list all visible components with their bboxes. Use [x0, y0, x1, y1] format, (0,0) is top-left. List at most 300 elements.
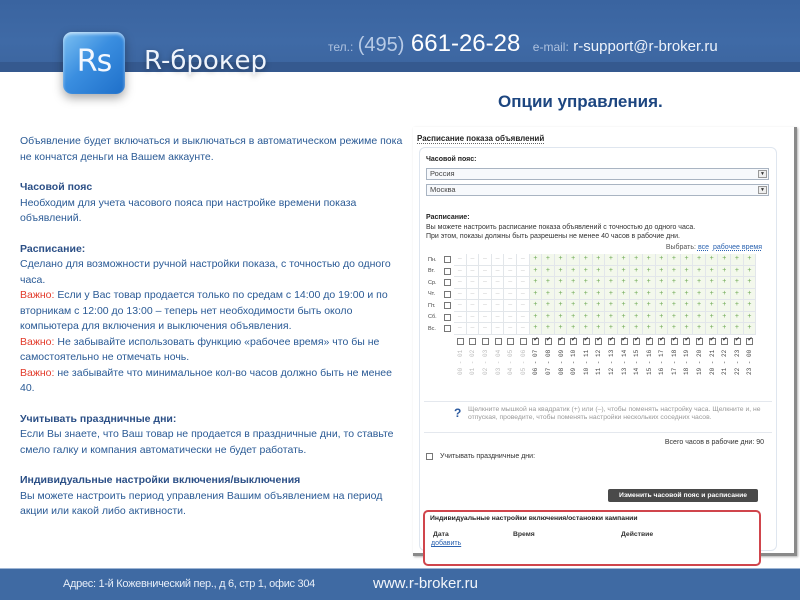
schedule-cell[interactable]: + — [731, 312, 744, 324]
individual-section — [20, 473, 405, 520]
day-row — [428, 277, 756, 289]
schedule-cell[interactable]: + — [656, 312, 669, 324]
schedule-cell[interactable]: – — [504, 289, 517, 301]
schedule-cell[interactable]: + — [643, 323, 656, 335]
hour-checkbox[interactable] — [469, 338, 476, 345]
schedule-cell[interactable]: + — [542, 323, 555, 335]
schedule-cell[interactable]: + — [718, 323, 731, 335]
schedule-cell[interactable]: – — [467, 312, 480, 324]
day-label: Вт. — [428, 268, 435, 275]
schedule-cell[interactable]: – — [479, 289, 492, 301]
schedule-cell[interactable]: – — [504, 300, 517, 312]
hour-label: 12 - 13 — [607, 349, 615, 375]
day-row — [428, 323, 756, 335]
schedule-cell[interactable]: + — [681, 289, 694, 301]
day-checkbox[interactable] — [444, 256, 451, 263]
day-checkbox[interactable] — [444, 314, 451, 321]
hour-label: 09 - 10 — [570, 349, 578, 375]
schedule-cell[interactable]: – — [467, 277, 480, 289]
schedule-cell[interactable]: + — [706, 300, 719, 312]
schedule-cell[interactable]: + — [605, 289, 618, 301]
schedule-cell[interactable]: + — [656, 289, 669, 301]
schedule-cell[interactable]: + — [643, 312, 656, 324]
schedule-cell[interactable]: – — [454, 323, 467, 335]
schedule-cell[interactable]: + — [567, 312, 580, 324]
schedule-cell[interactable]: + — [630, 300, 643, 312]
schedule-section — [20, 242, 405, 397]
logo-icon: Rs — [63, 32, 125, 94]
hour-column — [693, 338, 706, 375]
schedule-cell[interactable]: + — [605, 277, 618, 289]
holiday-label: Учитывать праздничные дни: — [440, 453, 536, 460]
schedule-cell[interactable]: + — [593, 323, 606, 335]
schedule-grid — [428, 254, 756, 375]
schedule-cell[interactable]: + — [656, 254, 669, 266]
choose-worktime-link[interactable]: рабочее время — [712, 244, 762, 251]
schedule-cell[interactable]: + — [542, 254, 555, 266]
schedule-cell[interactable]: – — [492, 277, 505, 289]
hour-column — [479, 338, 492, 375]
day-row — [428, 300, 756, 312]
holiday-text: Если Вы знаете, что Ваш товар не продается в праздничные дни, то ставьте смело галку и компания автоматически не будет работать. — [20, 428, 394, 456]
timezone-text: Необходим для учета часового пояса при настройке времени показа объявлений. — [20, 196, 357, 224]
hour-label: 23 - 00 — [746, 349, 754, 375]
schedule-cell[interactable]: – — [454, 300, 467, 312]
schedule-cell[interactable]: + — [681, 277, 694, 289]
day-checkbox[interactable] — [444, 279, 451, 286]
schedule-cell[interactable]: + — [731, 289, 744, 301]
schedule-cell[interactable]: + — [530, 300, 543, 312]
schedule-cell[interactable]: + — [718, 312, 731, 324]
schedule-cell[interactable]: – — [454, 277, 467, 289]
hour-column — [643, 338, 656, 375]
schedule-cell[interactable]: + — [643, 254, 656, 266]
schedule-cell[interactable]: + — [706, 266, 719, 278]
hour-checkbox[interactable] — [646, 338, 653, 345]
schedule-cell[interactable]: + — [718, 277, 731, 289]
hour-checkbox[interactable] — [495, 338, 502, 345]
day-label: Вс. — [428, 325, 436, 332]
hour-checkbox[interactable] — [507, 338, 514, 345]
day-label: Пт. — [428, 302, 436, 309]
schedule-cell[interactable]: – — [454, 254, 467, 266]
schedule-cell[interactable]: + — [656, 300, 669, 312]
schedule-cell[interactable]: + — [706, 312, 719, 324]
hour-column — [668, 338, 681, 375]
hour-label: 05 - 06 — [519, 349, 527, 375]
schedule-cell[interactable]: + — [693, 266, 706, 278]
schedule-cell[interactable]: + — [744, 277, 757, 289]
country-select[interactable] — [426, 168, 769, 180]
hour-label: 02 - 03 — [481, 349, 489, 375]
schedule-cell[interactable]: + — [643, 277, 656, 289]
day-checkbox[interactable] — [444, 268, 451, 275]
schedule-cell[interactable]: + — [681, 254, 694, 266]
schedule-cell[interactable]: + — [731, 323, 744, 335]
individual-heading: Индивидуальные настройки включения/выключения — [20, 474, 301, 486]
hour-checkbox[interactable] — [746, 338, 753, 345]
hour-column — [618, 338, 631, 375]
hour-checkbox[interactable] — [671, 338, 678, 345]
schedule-cell[interactable]: – — [492, 266, 505, 278]
hour-checkbox[interactable] — [583, 338, 590, 345]
hour-column — [605, 338, 618, 375]
country-value: Россия — [430, 169, 455, 178]
schedule-text: Сделано для возможности ручной настройки показа, с точностью до одного часа. — [20, 258, 391, 286]
schedule-cell[interactable]: + — [542, 312, 555, 324]
schedule-cell[interactable]: + — [693, 254, 706, 266]
schedule-cell[interactable]: + — [731, 266, 744, 278]
hour-checkbox[interactable] — [696, 338, 703, 345]
schedule-cell[interactable]: + — [744, 300, 757, 312]
choose-label: Выбрать: — [665, 244, 696, 251]
important-text-2: Не забывайте использовать функцию «рабочее время» что бы не самостоятельно не отмечать ночь. — [20, 335, 380, 363]
schedule-cell[interactable]: + — [580, 300, 593, 312]
schedule-cell[interactable]: – — [517, 277, 530, 289]
schedule-cell[interactable]: + — [656, 277, 669, 289]
schedule-cell[interactable]: + — [668, 266, 681, 278]
schedule-cell[interactable]: + — [593, 266, 606, 278]
hour-checkbox[interactable] — [621, 338, 628, 345]
schedule-cell[interactable]: – — [479, 312, 492, 324]
schedule-cell[interactable]: + — [718, 254, 731, 266]
schedule-cell[interactable]: + — [630, 323, 643, 335]
hour-column — [681, 338, 694, 375]
hour-label: 15 - 16 — [645, 349, 653, 375]
footer-address: Адрес: 1-й Кожевнический пер., д 6, стр 1, офис 304 — [63, 578, 315, 590]
hour-column — [555, 338, 568, 375]
schedule-cell[interactable]: + — [681, 300, 694, 312]
hour-column — [467, 338, 480, 375]
hour-column — [593, 338, 606, 375]
schedule-cell[interactable]: + — [618, 300, 631, 312]
day-checkbox[interactable] — [444, 302, 451, 309]
schedule-cell[interactable]: + — [643, 266, 656, 278]
schedule-cell[interactable]: + — [530, 266, 543, 278]
schedule-cell[interactable]: + — [580, 323, 593, 335]
schedule-cell[interactable]: – — [517, 300, 530, 312]
hour-label: 19 - 20 — [696, 349, 704, 375]
hour-checkbox[interactable] — [457, 338, 464, 345]
schedule-cell[interactable]: + — [618, 266, 631, 278]
schedule-cell[interactable]: + — [530, 254, 543, 266]
schedule-cell[interactable]: + — [630, 266, 643, 278]
schedule-cell[interactable]: + — [718, 300, 731, 312]
schedule-cell[interactable]: + — [681, 323, 694, 335]
schedule-cell[interactable]: + — [580, 277, 593, 289]
individual-text: Вы можете настроить период управления Вашим объявлением на период акции или какой либо активности. — [20, 489, 383, 517]
schedule-cell[interactable]: + — [668, 323, 681, 335]
schedule-cell[interactable]: + — [656, 266, 669, 278]
hour-label: 22 - 23 — [733, 349, 741, 375]
day-checkbox[interactable] — [444, 291, 451, 298]
schedule-cell[interactable]: + — [555, 289, 568, 301]
schedule-cell[interactable]: + — [668, 289, 681, 301]
schedule-cell[interactable]: + — [668, 300, 681, 312]
hour-column — [454, 338, 467, 375]
schedule-cell[interactable]: + — [567, 289, 580, 301]
hour-label: 21 - 22 — [721, 349, 729, 375]
schedule-cell[interactable]: + — [706, 254, 719, 266]
schedule-cell[interactable]: – — [479, 300, 492, 312]
schedule-cell[interactable]: + — [706, 289, 719, 301]
schedule-cell[interactable]: + — [618, 289, 631, 301]
help-icon: ? — [454, 406, 462, 420]
total-hours: Всего часов в рабочие дни: 90 — [664, 439, 764, 446]
hour-label: 00 - 01 — [456, 349, 464, 375]
hour-checkbox[interactable] — [658, 338, 665, 345]
timezone-label: Часовой пояс: — [426, 156, 477, 163]
schedule-cell[interactable]: + — [744, 266, 757, 278]
important-label: Важно: — [20, 289, 55, 301]
holiday-checkbox[interactable] — [426, 453, 433, 460]
timezone-section — [20, 180, 405, 227]
hour-checkbox[interactable] — [482, 338, 489, 345]
schedule-cell[interactable]: + — [718, 266, 731, 278]
important-text-1: Если у Вас товар продается только по средам с 14:00 до 19:00 и по вторникам с 12:00 до 13:00 – теперь нет необходимости быть около компьютера для включения и выключения объявления. — [20, 289, 388, 332]
schedule-cell[interactable]: + — [618, 254, 631, 266]
page-title: Опции управления. — [498, 92, 663, 111]
schedule-cell[interactable]: – — [467, 266, 480, 278]
schedule-cell[interactable]: + — [567, 266, 580, 278]
schedule-cell[interactable]: + — [618, 277, 631, 289]
day-label: Ср. — [428, 279, 437, 286]
schedule-cell[interactable]: + — [605, 323, 618, 335]
schedule-cell[interactable]: + — [555, 300, 568, 312]
schedule-cell[interactable]: + — [555, 266, 568, 278]
schedule-cell[interactable]: – — [454, 312, 467, 324]
schedule-cell[interactable]: + — [567, 300, 580, 312]
schedule-cell[interactable]: + — [542, 300, 555, 312]
hour-column — [580, 338, 593, 375]
schedule-cell[interactable]: + — [542, 289, 555, 301]
schedule-cell[interactable]: + — [605, 312, 618, 324]
day-checkbox[interactable] — [444, 325, 451, 332]
hour-checkbox[interactable] — [570, 338, 577, 345]
column-date: Дата — [433, 531, 449, 538]
schedule-cell[interactable]: – — [492, 254, 505, 266]
hour-checkbox[interactable] — [595, 338, 602, 345]
hour-column — [530, 338, 543, 375]
schedule-cell[interactable]: + — [693, 300, 706, 312]
schedule-cell[interactable]: + — [593, 312, 606, 324]
schedule-cell[interactable]: + — [555, 254, 568, 266]
schedule-cell[interactable]: – — [504, 277, 517, 289]
schedule-cell[interactable]: – — [504, 312, 517, 324]
schedule-heading: Расписание: — [20, 242, 86, 255]
schedule-cell[interactable]: + — [605, 266, 618, 278]
schedule-cell[interactable]: + — [530, 289, 543, 301]
schedule-cell[interactable]: + — [656, 323, 669, 335]
schedule-cell[interactable]: + — [668, 312, 681, 324]
change-timezone-schedule-button[interactable]: Изменить часовой пояс и расписание — [608, 489, 758, 502]
schedule-cell[interactable]: + — [744, 323, 757, 335]
schedule-cell[interactable]: – — [517, 323, 530, 335]
schedule-cell[interactable]: + — [542, 277, 555, 289]
chevron-down-icon[interactable]: ▼ — [758, 186, 767, 194]
schedule-cell[interactable]: – — [517, 289, 530, 301]
schedule-cell[interactable]: + — [580, 266, 593, 278]
schedule-cell[interactable]: + — [605, 300, 618, 312]
schedule-cell[interactable]: + — [630, 254, 643, 266]
schedule-cell[interactable]: – — [454, 289, 467, 301]
schedule-cell[interactable]: + — [630, 277, 643, 289]
schedule-cell[interactable]: – — [504, 254, 517, 266]
schedule-cell[interactable]: + — [567, 323, 580, 335]
panel-title: Расписание показа объявлений — [417, 134, 545, 143]
footer-site[interactable]: www.r-broker.ru — [373, 575, 479, 592]
schedule-cell[interactable]: + — [530, 312, 543, 324]
add-link[interactable]: добавить — [431, 540, 462, 547]
hour-label: 14 - 15 — [633, 349, 641, 375]
hour-column — [731, 338, 744, 375]
hour-checkbox[interactable] — [545, 338, 552, 345]
schedule-cell[interactable]: – — [504, 323, 517, 335]
individual-settings-box — [423, 510, 761, 566]
schedule-cell[interactable]: + — [530, 323, 543, 335]
schedule-cell[interactable]: + — [580, 254, 593, 266]
schedule-cell[interactable]: – — [479, 323, 492, 335]
hour-label: 17 - 18 — [670, 349, 678, 375]
schedule-cell[interactable]: + — [630, 289, 643, 301]
schedule-cell[interactable]: + — [542, 266, 555, 278]
schedule-cell[interactable]: + — [618, 312, 631, 324]
schedule-cell[interactable]: – — [517, 254, 530, 266]
schedule-cell[interactable]: + — [668, 277, 681, 289]
schedule-cell[interactable]: + — [718, 289, 731, 301]
schedule-cell[interactable]: – — [517, 266, 530, 278]
schedule-label: Расписание: — [426, 214, 470, 221]
schedule-cell[interactable]: + — [731, 254, 744, 266]
schedule-cell[interactable]: – — [492, 312, 505, 324]
schedule-cell[interactable]: + — [693, 289, 706, 301]
column-action: Действие — [621, 531, 654, 538]
schedule-cell[interactable]: + — [643, 300, 656, 312]
schedule-cell[interactable]: + — [593, 300, 606, 312]
schedule-cell[interactable]: + — [555, 277, 568, 289]
divider — [424, 401, 772, 402]
hour-checkbox[interactable] — [608, 338, 615, 345]
schedule-cell[interactable]: + — [567, 277, 580, 289]
hour-checkbox[interactable] — [532, 338, 539, 345]
hour-checkbox[interactable] — [558, 338, 565, 345]
city-select[interactable] — [426, 184, 769, 196]
divider — [424, 432, 772, 433]
hour-label: 01 - 02 — [469, 349, 477, 375]
schedule-cell[interactable]: + — [580, 289, 593, 301]
schedule-cell[interactable]: – — [467, 323, 480, 335]
hours-row — [454, 338, 756, 375]
day-label: Чт. — [428, 291, 436, 298]
footer — [0, 568, 800, 600]
hour-column — [630, 338, 643, 375]
schedule-cell[interactable]: + — [555, 323, 568, 335]
hour-checkbox[interactable] — [721, 338, 728, 345]
schedule-cell[interactable]: + — [593, 254, 606, 266]
schedule-cell[interactable]: + — [693, 312, 706, 324]
schedule-cell[interactable]: + — [731, 277, 744, 289]
day-row — [428, 266, 756, 278]
schedule-cell[interactable]: – — [492, 300, 505, 312]
schedule-cell[interactable]: + — [618, 323, 631, 335]
hour-checkbox[interactable] — [520, 338, 527, 345]
hour-checkbox[interactable] — [683, 338, 690, 345]
schedule-cell[interactable]: + — [593, 277, 606, 289]
choose-all-link[interactable]: все — [697, 244, 710, 251]
schedule-cell[interactable]: – — [504, 266, 517, 278]
schedule-cell[interactable]: + — [555, 312, 568, 324]
hour-label: 20 - 21 — [708, 349, 716, 375]
hour-checkbox[interactable] — [734, 338, 741, 345]
schedule-cell[interactable]: + — [580, 312, 593, 324]
schedule-cell[interactable]: – — [517, 312, 530, 324]
schedule-cell[interactable]: + — [593, 289, 606, 301]
schedule-cell[interactable]: + — [731, 300, 744, 312]
schedule-cell[interactable]: + — [605, 254, 618, 266]
schedule-cell[interactable]: – — [479, 266, 492, 278]
choose-links — [666, 244, 762, 251]
schedule-description — [426, 223, 695, 241]
description-column — [20, 134, 405, 535]
schedule-cell[interactable]: + — [643, 289, 656, 301]
schedule-cell[interactable]: – — [479, 254, 492, 266]
hour-column — [504, 338, 517, 375]
schedule-cell[interactable]: – — [479, 277, 492, 289]
schedule-cell[interactable]: + — [630, 312, 643, 324]
schedule-cell[interactable]: + — [706, 323, 719, 335]
schedule-cell[interactable]: + — [530, 277, 543, 289]
schedule-cell[interactable]: – — [492, 289, 505, 301]
hour-label: 04 - 05 — [507, 349, 515, 375]
schedule-cell[interactable]: – — [492, 323, 505, 335]
hour-column — [492, 338, 505, 375]
schedule-cell[interactable]: – — [467, 300, 480, 312]
schedule-cell[interactable]: + — [567, 254, 580, 266]
schedule-form — [419, 147, 777, 551]
hour-checkbox[interactable] — [709, 338, 716, 345]
schedule-cell[interactable]: + — [693, 323, 706, 335]
holiday-section — [20, 412, 405, 459]
schedule-cell[interactable]: – — [467, 254, 480, 266]
schedule-cell[interactable]: + — [693, 277, 706, 289]
schedule-desc-line: Вы можете настроить расписание показа объявлений с точностью до одного часа. — [426, 224, 696, 231]
schedule-cell[interactable]: + — [681, 312, 694, 324]
chevron-down-icon[interactable]: ▼ — [758, 170, 767, 178]
tel-code: (495) — [357, 34, 405, 56]
schedule-cell[interactable]: + — [744, 254, 757, 266]
individual-settings-title: Индивидуальные настройки включения/остановки кампании — [430, 515, 638, 522]
schedule-cell[interactable]: + — [681, 266, 694, 278]
hour-column — [567, 338, 580, 375]
hour-column — [517, 338, 530, 375]
hour-checkbox[interactable] — [633, 338, 640, 345]
hour-label: 18 - 19 — [683, 349, 691, 375]
mail-value[interactable]: r-support@r-broker.ru — [573, 38, 718, 55]
important-label: Важно: — [20, 335, 55, 348]
schedule-cell[interactable]: + — [706, 277, 719, 289]
schedule-cell[interactable]: – — [467, 289, 480, 301]
schedule-cell[interactable]: + — [744, 312, 757, 324]
schedule-cell[interactable]: + — [668, 254, 681, 266]
hour-label: 08 - 09 — [557, 349, 565, 375]
schedule-cell[interactable]: + — [744, 289, 757, 301]
schedule-cell[interactable]: – — [454, 266, 467, 278]
day-row — [428, 289, 756, 301]
important-text-3: не забывайте что минимальное кол-во часов должно быть не менее 40. — [20, 366, 392, 394]
hour-column — [656, 338, 669, 375]
hour-column — [706, 338, 719, 375]
hour-label: 07 - 08 — [544, 349, 552, 375]
